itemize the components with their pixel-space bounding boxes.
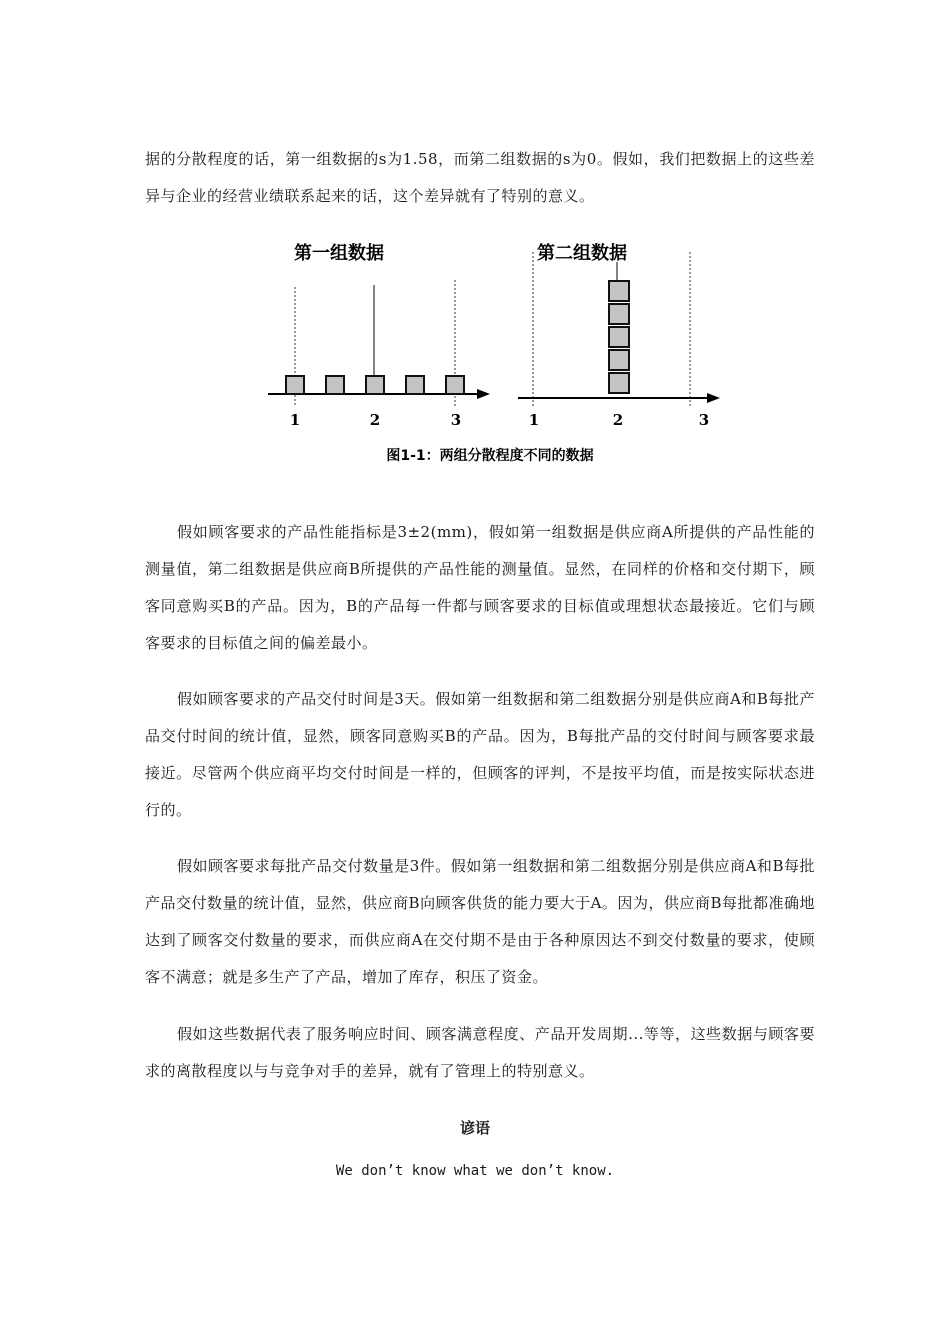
chart-1-data-square bbox=[326, 376, 344, 394]
chart-2-data-square bbox=[609, 327, 629, 347]
paragraph-delivery-quantity: 假如顾客要求每批产品交付数量是3件。假如第一组数据和第二组数据分别是供应商A和B每批产品交付数量的统计值，显然，供应商B向顾客供货的能力要大于A。因为，供应商B每批都准确地达到了顾客交付数量的要求，而供应商A在交付期不是由于各种原因达不到交付数量的要求，使顾客不满意；就是多生产了产品，增加了库存，积压了资金。 bbox=[145, 857, 815, 986]
chart-2-data-square bbox=[609, 304, 629, 324]
paragraph-performance: 假如顾客要求的产品性能指标是3±2(mm)，假如第一组数据是供应商A所提供的产品性能的测量值，第二组数据是供应商B所提供的产品性能的测量值。显然，在同样的价格和交付期下，顾客同意购买B的产品。因为，B的产品每一件都与顾客要求的目标值或理想状态最接近。它们与顾客要求的目标值之间的偏差最小。 bbox=[145, 523, 815, 652]
chart-2-data-square bbox=[609, 373, 629, 393]
proverb-text: We don’t know what we don’t know. bbox=[335, 1163, 615, 1179]
dispersion-figure bbox=[260, 232, 730, 472]
chart-group-1 bbox=[268, 242, 490, 429]
chart-1-tick-3: 3 bbox=[450, 411, 462, 429]
chart-1-title: 第一组数据 bbox=[294, 243, 384, 264]
chart-2-marks bbox=[609, 281, 629, 393]
proverb-title: 谚语 bbox=[459, 1119, 490, 1137]
chart-2-title: 第二组数据 bbox=[537, 243, 627, 264]
chart-1-tick-1: 1 bbox=[289, 411, 301, 429]
chart-1-arrowhead bbox=[477, 389, 490, 399]
chart-1-marks bbox=[286, 376, 464, 394]
chart-2-tick-3: 3 bbox=[698, 411, 710, 429]
chart-group-2 bbox=[518, 242, 720, 429]
chart-2-tick-1: 1 bbox=[528, 411, 540, 429]
paragraph-delivery-time: 假如顾客要求的产品交付时间是3天。假如第一组数据和第二组数据分别是供应商A和B每批产品交付时间的统计值，显然，顾客同意购买B的产品。因为，B每批产品的交付时间与顾客要求最接近。尽管两个供应商平均交付时间是一样的，但顾客的评判，不是按平均值，而是按实际状态进行的。 bbox=[145, 690, 815, 819]
chart-1-tick-2: 2 bbox=[369, 411, 381, 429]
chart-1-data-square bbox=[366, 376, 384, 394]
chart-1-data-square bbox=[406, 376, 424, 394]
chart-1-data-square bbox=[446, 376, 464, 394]
chart-2-data-square bbox=[609, 281, 629, 301]
figure-caption: 图1-1：两组分散程度不同的数据 bbox=[386, 448, 594, 464]
chart-2-arrowhead bbox=[707, 393, 720, 403]
paragraph-management: 假如这些数据代表了服务响应时间、顾客满意程度、产品开发周期...等等，这些数据与顾客要求的离散程度以与与竞争对手的差异，就有了管理上的特别意义。 bbox=[145, 1025, 815, 1080]
chart-1-data-square bbox=[286, 376, 304, 394]
chart-2-tick-2: 2 bbox=[612, 411, 624, 429]
chart-2-data-square bbox=[609, 350, 629, 370]
paragraph-intro: 据的分散程度的话，第一组数据的s为1.58，而第二组数据的s为0。假如，我们把数据上的这些差异与企业的经营业绩联系起来的话，这个差异就有了特别的意义。 bbox=[145, 150, 815, 205]
